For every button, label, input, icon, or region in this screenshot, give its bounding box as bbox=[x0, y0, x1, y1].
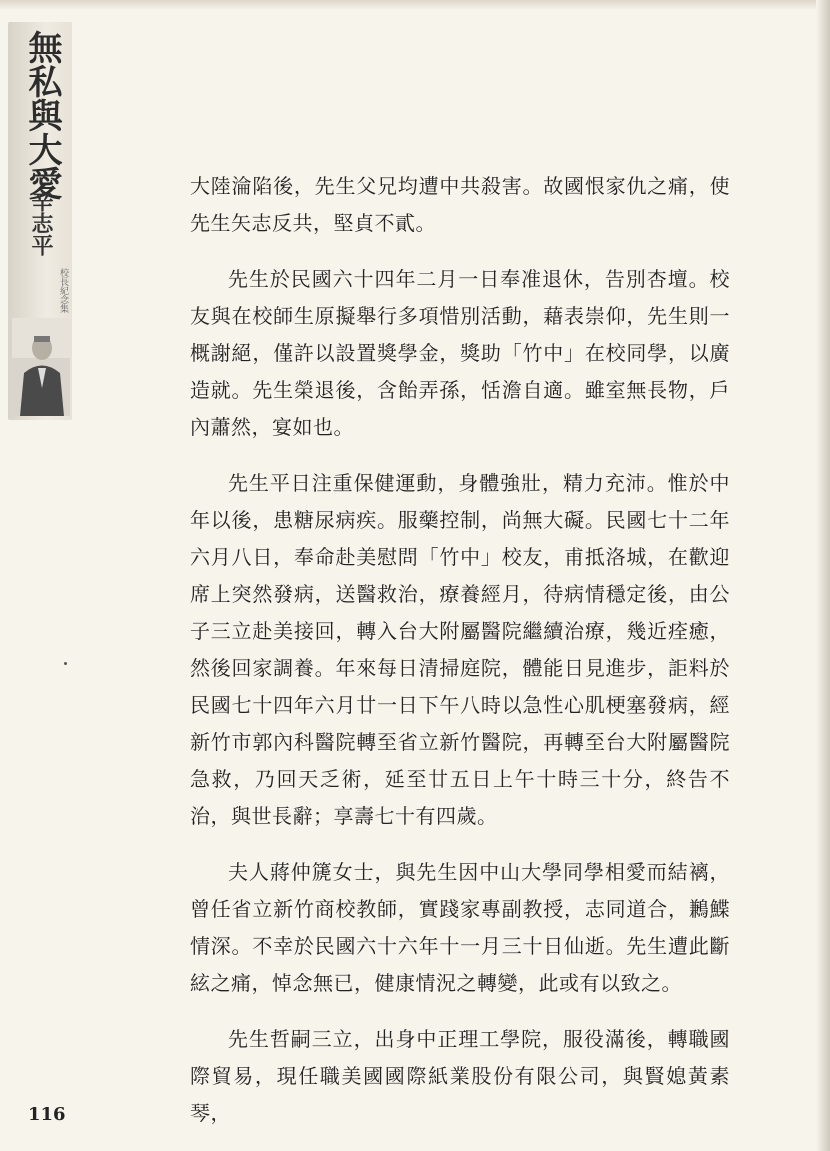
page-top-edge bbox=[0, 0, 830, 10]
portrait-photo bbox=[12, 318, 70, 416]
author-name: 辛志平 bbox=[28, 190, 54, 256]
paragraph-5: 先生哲嗣三立，出身中正理工學院，服役滿後，轉職國際貿易，現任職美國國際紙業股份有限公司，與賢媳黃素琴， bbox=[190, 1027, 730, 1125]
author-subtitle: 校長紀念集 bbox=[58, 268, 68, 313]
body-text bbox=[190, 168, 730, 1151]
paragraph-3: 先生平日注重保健運動，身體強壯，精力充沛。惟於中年以後，患糖尿病疾。服藥控制，尚無大礙。民國七十二年六月八日，奉命赴美慰問「竹中」校友，甫抵洛城，在歡迎席上突然發病，送醫救治，療養經月，待病情穩定後，由公子三立赴美接回，轉入台大附屬醫院繼續治療，幾近痊癒，然後回家調養。年來每日清掃庭院，體能日見進步，詎料於民國七十四年六月廿一日下午八時以急性心肌梗塞發病，經新竹市郭內科醫院轉至省立新竹醫院，再轉至台大附屬醫院急救，乃回天乏術，延至廿五日上午十時三十分，終告不治，與世長辭；享壽七十有四歲。 bbox=[190, 471, 730, 828]
paragraph-2: 先生於民國六十四年二月一日奉准退休，告別杏壇。校友與在校師生原擬舉行多項惜別活動，藉表崇仰，先生則一概謝絕，僅許以設置獎學金，獎助「竹中」在校同學，以廣造就。先生榮退後，含飴弄孫，恬澹自適。雖室無長物，戶內蕭然，宴如也。 bbox=[190, 267, 730, 439]
page-number: 116 bbox=[28, 1104, 66, 1125]
paragraph-1: 大陸淪陷後，先生父兄均遭中共殺害。故國恨家仇之痛，使先生矢志反共，堅貞不貳。 bbox=[190, 174, 730, 235]
paragraph-4: 夫人蔣仲篪女士，與先生因中山大學同學相愛而結褵，曾任省立新竹商校教師，實踐家專副教授，志同道合，鶼鰈情深。不幸於民國六十六年十一月三十日仙逝。先生遭此斷絃之痛，悼念無已，健康情況之轉變，此或有以致之。 bbox=[190, 860, 730, 995]
book-title: 無私與大愛 bbox=[22, 30, 62, 200]
scan-speck bbox=[64, 662, 67, 665]
page-right-edge bbox=[816, 0, 830, 1151]
